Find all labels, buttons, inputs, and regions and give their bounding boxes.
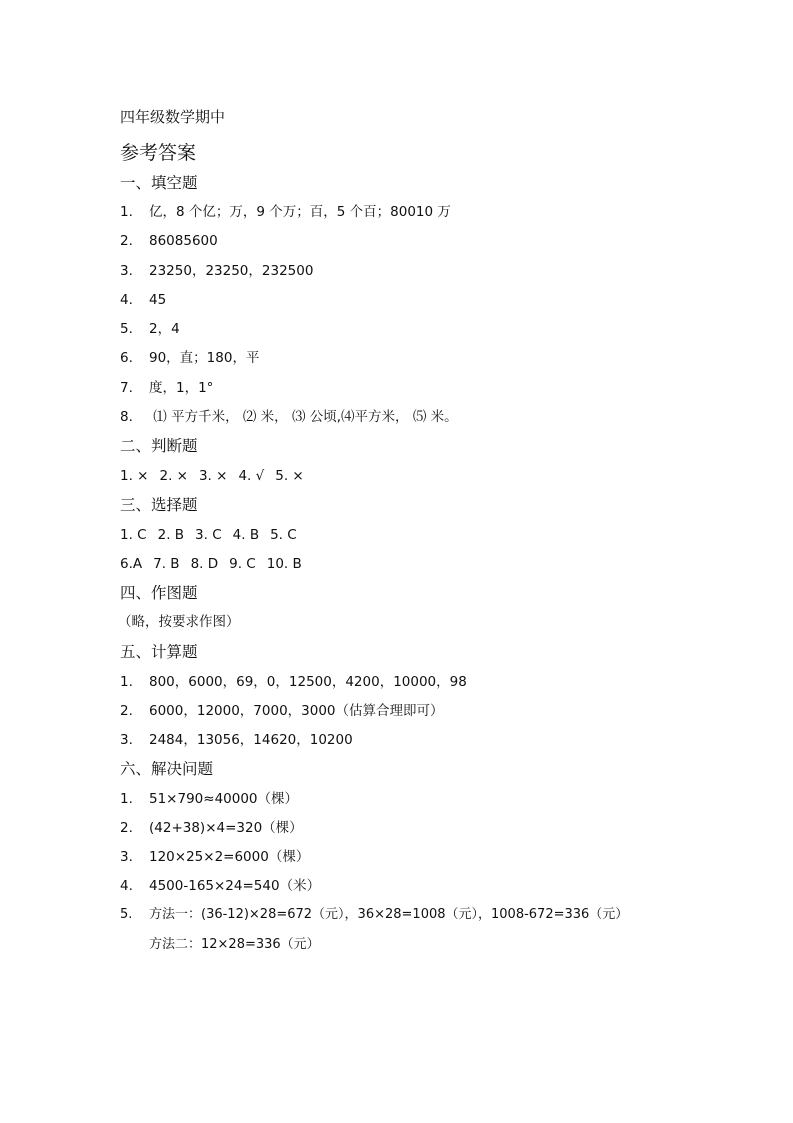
item-text: 方法一：(36-12)×28=672（元），36×28=1008（元），1008-672=336（元） (149, 907, 629, 922)
item-text: (42+38)×4=320（棵） (149, 820, 303, 836)
item-text: 亿，8 个亿；万，9 个万；百，5 个百；80010 万 (149, 204, 451, 220)
item-text: 51×790≈40000（棵） (149, 791, 299, 807)
list-item (120, 262, 313, 280)
section-heading: 六、解决问题 (120, 760, 214, 778)
answer: 4. √ (238, 468, 265, 484)
answer-row (120, 526, 297, 544)
section-heading: 四、作图题 (120, 584, 198, 602)
item-text: 45 (149, 292, 167, 308)
answer: 4. B (232, 527, 260, 543)
list-item (120, 291, 166, 309)
answer: 7. B (153, 556, 180, 572)
item-text: 2，4 (149, 321, 180, 337)
answer: 1. × (120, 468, 149, 484)
section-heading: 一、填空题 (120, 174, 198, 192)
list-item (120, 232, 218, 250)
method-two-text: 方法二：12×28=336（元） (149, 937, 320, 952)
item-text: 2484，13056，14620，10200 (149, 732, 353, 748)
note-text: （略，按要求作图） (118, 614, 240, 630)
item-number: 8. (120, 409, 133, 425)
list-item (120, 848, 309, 866)
answer: 5. C (270, 527, 297, 543)
answer: 8. D (190, 556, 219, 572)
item-text: 120×25×2=6000（棵） (149, 849, 310, 865)
list-item (120, 379, 213, 397)
item-text: 800，6000，69，0，12500，4200，10000，98 (149, 674, 467, 690)
item-number: 6. (120, 350, 133, 366)
item-text: ⑴ 平方千米， ⑵ 米， ⑶ 公顷,⑷平方米， ⑸ 米。 (149, 409, 458, 425)
list-item (120, 349, 259, 367)
item-number: 2. (120, 703, 133, 719)
item-number: 2. (120, 233, 133, 249)
page-subtitle: 参考答案 (120, 142, 197, 164)
item-text: 23250，23250，232500 (149, 263, 314, 279)
answer: 6.A (120, 556, 143, 572)
answer: 10. B (266, 556, 302, 572)
item-number: 1. (120, 204, 133, 220)
answer: 5. × (275, 468, 304, 484)
answer: 2. B (157, 527, 185, 543)
section-heading: 三、选择题 (120, 496, 198, 514)
item-number: 1. (120, 791, 133, 807)
item-text: 4500-165×24=540（米） (149, 878, 321, 894)
item-number: 1. (120, 674, 133, 690)
item-number: 4. (120, 878, 133, 894)
list-item (120, 877, 320, 895)
item-number: 7. (120, 380, 133, 396)
list-item (120, 790, 298, 808)
list-item (120, 819, 303, 837)
list-item (120, 673, 467, 691)
item-text: 6000，12000，7000，3000（估算合理即可） (149, 703, 444, 719)
item-number: 4. (120, 292, 133, 308)
item-number: 3. (120, 849, 133, 865)
page-title: 四年级数学期中 (120, 108, 226, 126)
list-item (120, 906, 628, 924)
item-number: 3. (120, 263, 133, 279)
list-item (120, 731, 353, 749)
list-item (120, 203, 451, 221)
item-text: 90，直；180，平 (149, 350, 260, 366)
answer: 1. C (120, 527, 147, 543)
item-text: 86085600 (149, 233, 218, 249)
item-number: 5. (120, 907, 133, 922)
item-text: 度，1，1° (149, 380, 214, 396)
answer: 9. C (229, 556, 256, 572)
list-item (120, 702, 444, 720)
item-number: 2. (120, 820, 133, 836)
answer-row (120, 467, 304, 485)
answer: 2. × (159, 468, 188, 484)
list-item (120, 408, 458, 426)
section-heading: 五、计算题 (120, 643, 198, 661)
answer: 3. × (198, 468, 228, 484)
section-heading: 二、判断题 (120, 437, 198, 455)
answer-row (120, 555, 302, 573)
list-item (120, 320, 180, 338)
item-number: 5. (120, 321, 133, 337)
answer: 3. C (195, 527, 222, 543)
item-number: 3. (120, 732, 133, 748)
